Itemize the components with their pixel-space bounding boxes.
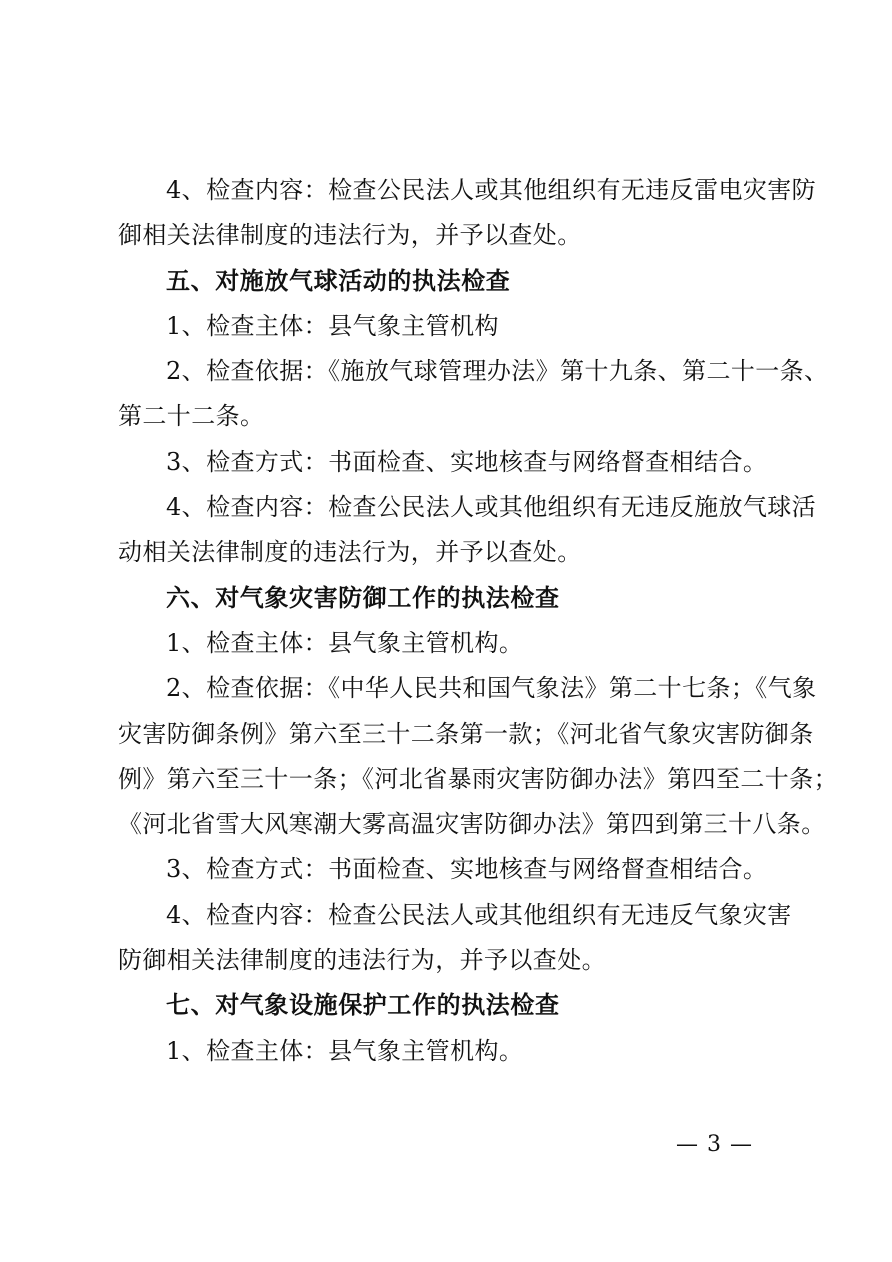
document-body [118, 168, 838, 1074]
paragraph-line: 防御相关法律制度的违法行为，并予以查处。 [118, 946, 606, 975]
paragraph-line: 第二十二条。 [118, 402, 265, 431]
paragraph-line: 御相关法律制度的违法行为，并予以查处。 [118, 221, 582, 250]
paragraph-line: 2、检查依据：《施放气球管理办法》第十九条、第二十一条、 [166, 357, 829, 386]
section-heading-five: 五、对施放气球活动的执法检查 [166, 266, 511, 295]
paragraph-line: 1、检查主体：县气象主管机构。 [166, 1036, 524, 1065]
paragraph-line: 4、检查内容：检查公民法人或其他组织有无违反雷电灾害防 [166, 176, 817, 204]
paragraph-line: 灾害防御条例》第六至三十二条第一款；《河北省气象灾害防御条 [118, 719, 814, 748]
section-heading-seven: 七、对气象设施保护工作的执法检查 [166, 991, 560, 1020]
paragraph-line: 动相关法律制度的违法行为，并予以查处。 [118, 538, 582, 567]
paragraph-line: 3、检查方式：书面检查、实地核查与网络督查相结合。 [166, 855, 768, 884]
paragraph-line: 1、检查主体：县气象主管机构 [166, 311, 499, 340]
paragraph-line: 2、检查依据：《中华人民共和国气象法》第二十七条；《气象 [166, 674, 817, 703]
paragraph-line: 3、检查方式：书面检查、实地核查与网络督查相结合。 [166, 447, 768, 476]
section-heading-six: 六、对气象灾害防御工作的执法检查 [166, 583, 560, 612]
paragraph-line: 4、检查内容：检查公民法人或其他组织有无违反施放气球活 [166, 493, 817, 522]
paragraph-line: 4、检查内容：检查公民法人或其他组织有无违反气象灾害 [166, 900, 792, 929]
paragraph-line: 例》第六至三十一条；《河北省暴雨灾害防御办法》第四至二十条； [118, 764, 838, 793]
page-number: — 3 — [676, 1132, 753, 1157]
paragraph-line: 《河北省雪大风寒潮大雾高温灾害防御办法》第四到第三十八条。 [118, 810, 826, 839]
paragraph-line: 1、检查主体：县气象主管机构。 [166, 628, 524, 657]
